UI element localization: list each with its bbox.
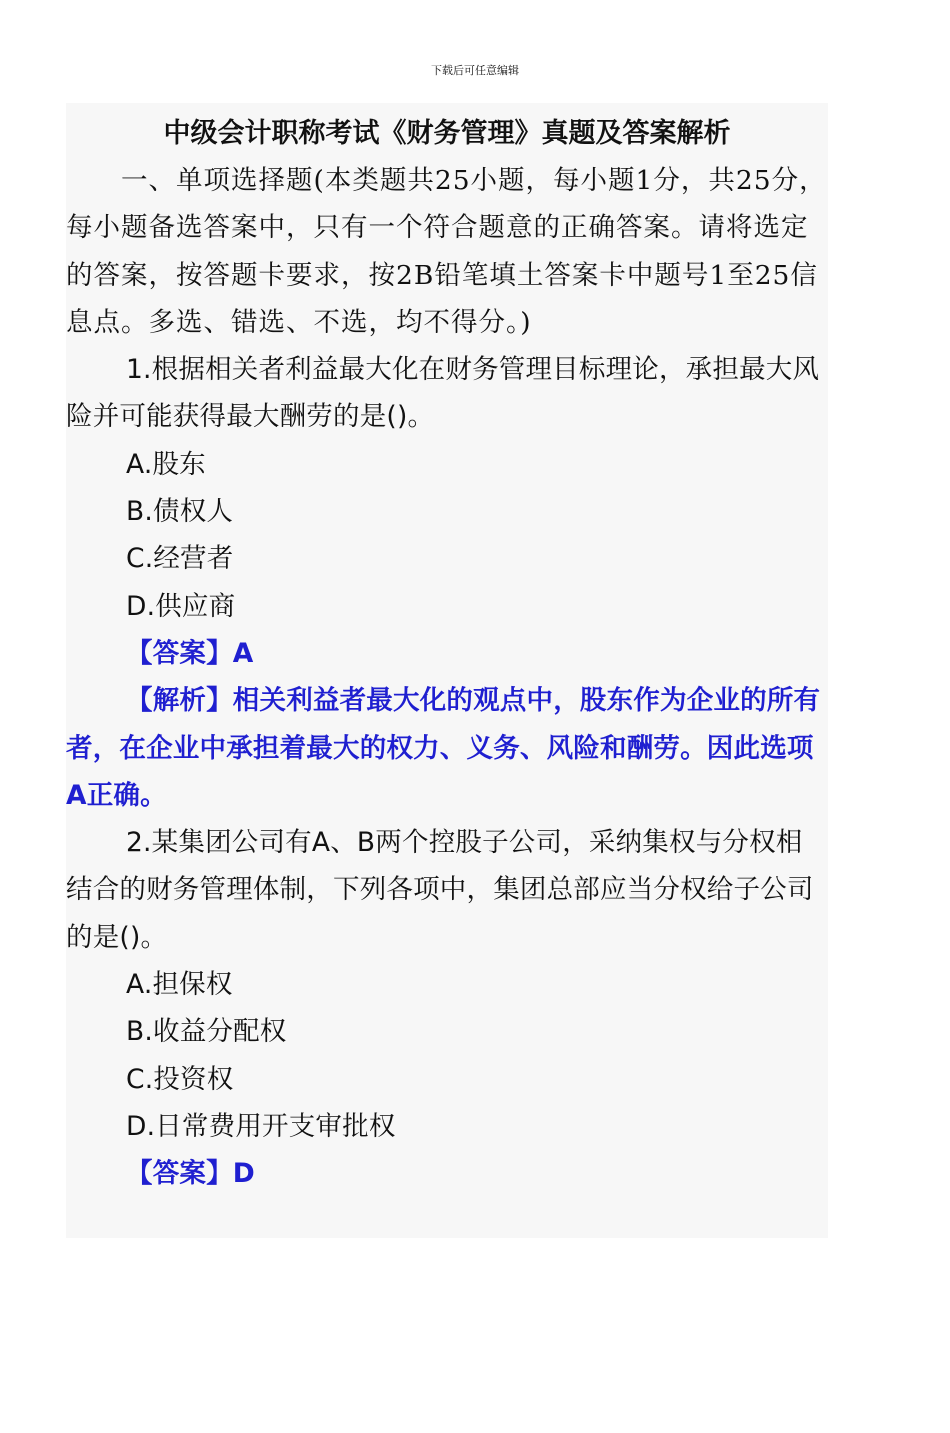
option-d: D.日常费用开支审批权 (126, 1110, 396, 1142)
document-title: 中级会计职称考试《财务管理》真题及答案解析 (163, 118, 731, 149)
header-note: 下载后可任意编辑 (431, 64, 519, 77)
question-stem: 2.某集团公司有A、B两个控股子公司，采纳集权与分权相结合的财务管理体制，下列各项中，集团总部应当分权给子公司的是()。 (66, 827, 814, 953)
answer-label: 【答案】D (126, 1158, 255, 1190)
option-d: D.供应商 (126, 590, 236, 622)
question-stem: 1.根据相关者利益最大化在财务管理目标理论，承担最大风险并可能获得最大酬劳的是()。 (66, 354, 820, 433)
answer-label: 【答案】A (126, 637, 254, 669)
option-c: C.投资权 (126, 1063, 234, 1095)
option-a: A.股东 (126, 448, 206, 480)
analysis-text: 【解析】相关利益者最大化的观点中，股东作为企业的所有者，在企业中承担着最大的权力、义务、风险和酬劳。因此选项A正确。 (66, 685, 821, 811)
question-1 (66, 346, 828, 819)
document-body (66, 103, 828, 1238)
option-a: A.担保权 (126, 969, 233, 1001)
option-b: B.债权人 (126, 496, 234, 528)
option-c: C.经营者 (126, 543, 234, 575)
option-b: B.收益分配权 (126, 1016, 287, 1048)
section-intro: 一、单项选择题(本类题共25小题，每小题1分，共25分，每小题备选答案中，只有一个符合题意的正确答案。请将选定的答案，按答题卡要求，按2B铅笔填土答案卡中题号1至25信息点。多选、错选、不选，均不得分。) (66, 165, 827, 338)
question-2 (66, 819, 828, 1197)
